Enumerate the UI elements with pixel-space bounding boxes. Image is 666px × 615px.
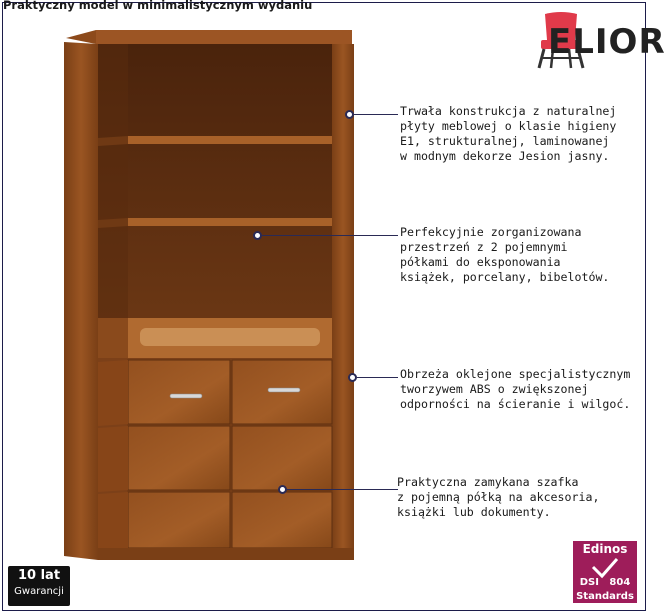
certificate-code: DSI 804 [579, 577, 631, 588]
annotation-leader-3 [357, 377, 398, 378]
warranty-years: 10 lat [17, 568, 61, 583]
annotation-leader-2 [262, 235, 398, 236]
annotation-marker-1 [345, 110, 354, 119]
annotation-marker-2 [253, 231, 262, 240]
certificate-name: Edinos [582, 542, 628, 556]
brand-name: ELIOR [548, 22, 666, 62]
warranty-badge [8, 566, 70, 606]
annotation-1: Trwała konstrukcja z naturalnej płyty meblowej o klasie higieny E1, strukturalnej, laminowanej w modnym dekorze Jesion jasny. [400, 104, 617, 163]
certificate-label: Standards [576, 591, 634, 602]
annotation-2: Perfekcyjnie zorganizowana przestrzeń z 2 pojemnymi półkami do eksponowania książek, porcelany, bibelotów. [400, 225, 610, 284]
certificate-badge [573, 541, 637, 603]
check-icon [591, 557, 619, 579]
annotation-3: Obrzeża oklejone specjalistycznym tworzywem ABS o zwiększonej odporności na ścieranie i wilgoć. [400, 367, 631, 411]
page-title: Praktyczny model w minimalistycznym wydaniu [3, 0, 313, 12]
annotation-marker-3 [348, 373, 357, 382]
bookcase-illustration [60, 28, 360, 568]
annotation-leader-1 [354, 114, 398, 115]
annotation-leader-4 [287, 489, 398, 490]
annotation-marker-4 [278, 485, 287, 494]
annotation-4: Praktyczna zamykana szafka z pojemną półką na akcesoria, książki lub dokumenty. [397, 475, 600, 519]
warranty-label: Gwarancji [14, 586, 64, 597]
